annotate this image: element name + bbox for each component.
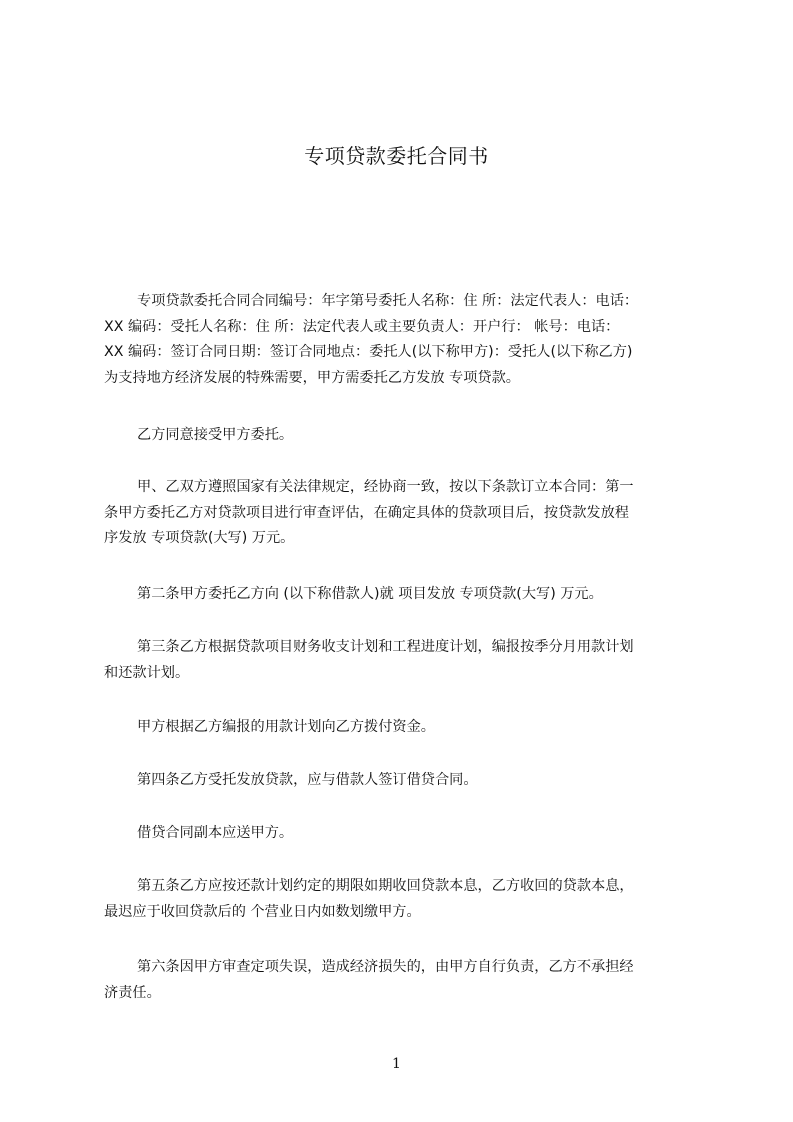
paragraph-line: 第三条乙方根据贷款项目财务收支计划和工程进度计划，编报按季分月用款计划 [137, 639, 634, 655]
paragraph-line: 第五条乙方应按还款计划约定的期限如期收回贷款本息，乙方收回的贷款本息， [137, 878, 634, 894]
paragraph-line: 第二条甲方委托乙方向 (以下称借款人)就 项目发放 专项贷款(大写) 万元。 [137, 586, 603, 602]
page-number: 1 [392, 1056, 401, 1072]
paragraph-line: 济责任。 [104, 984, 161, 1001]
paragraph-line: 条甲方委托乙方对贷款项目进行审查评估，在确定具体的贷款项目后，按贷款发放程 [104, 504, 629, 521]
paragraph-line: 最迟应于收回贷款后的 个营业日内如数划缴甲方。 [104, 903, 421, 920]
article-4-paragraph [104, 768, 700, 794]
contract-header-paragraph [104, 289, 700, 391]
acceptance-paragraph [104, 423, 700, 449]
paragraph-line: XX 编码：受托人名称：住 所：法定代表人或主要负责人：开户行： 帐号：电话： [104, 318, 620, 335]
paragraph-line: 第六条因甲方审查定项失误，造成经济损失的，由甲方自行负责，乙方不承担经 [137, 959, 634, 975]
article-5-paragraph [104, 874, 700, 925]
funding-paragraph [104, 715, 700, 741]
paragraph-line: 借贷合同副本应送甲方。 [137, 825, 294, 841]
paragraph-line: 乙方同意接受甲方委托。 [137, 427, 294, 443]
article-6-paragraph [104, 955, 700, 1006]
paragraph-line: 第四条乙方受托发放贷款，应与借款人签订借贷合同。 [137, 772, 478, 788]
article-2-paragraph [104, 582, 700, 608]
paragraph-line: 序发放 专项贷款(大写) 万元。 [104, 530, 295, 546]
copy-paragraph [104, 821, 700, 847]
paragraph-line: 甲方根据乙方编报的用款计划向乙方拨付资金。 [137, 719, 435, 735]
paragraph-line: 为支持地方经济发展的特殊需要，甲方需委托乙方发放 专项贷款。 [104, 369, 520, 386]
paragraph-line: XX 编码：签订合同日期：签订合同地点：委托人(以下称甲方)：受托人(以下称乙方) [104, 344, 633, 360]
paragraph-line: 甲、乙双方遵照国家有关法律规定，经协商一致，按以下条款订立本合同：第一 [137, 479, 634, 495]
article-1-paragraph [104, 475, 700, 552]
article-3-paragraph [104, 635, 700, 686]
document-title: 专项贷款委托合同书 [304, 144, 489, 168]
paragraph-line: 专项贷款委托合同合同编号：年字第号委托人名称：住 所：法定代表人：电话： [137, 293, 639, 309]
paragraph-line: 和还款计划。 [104, 664, 190, 681]
